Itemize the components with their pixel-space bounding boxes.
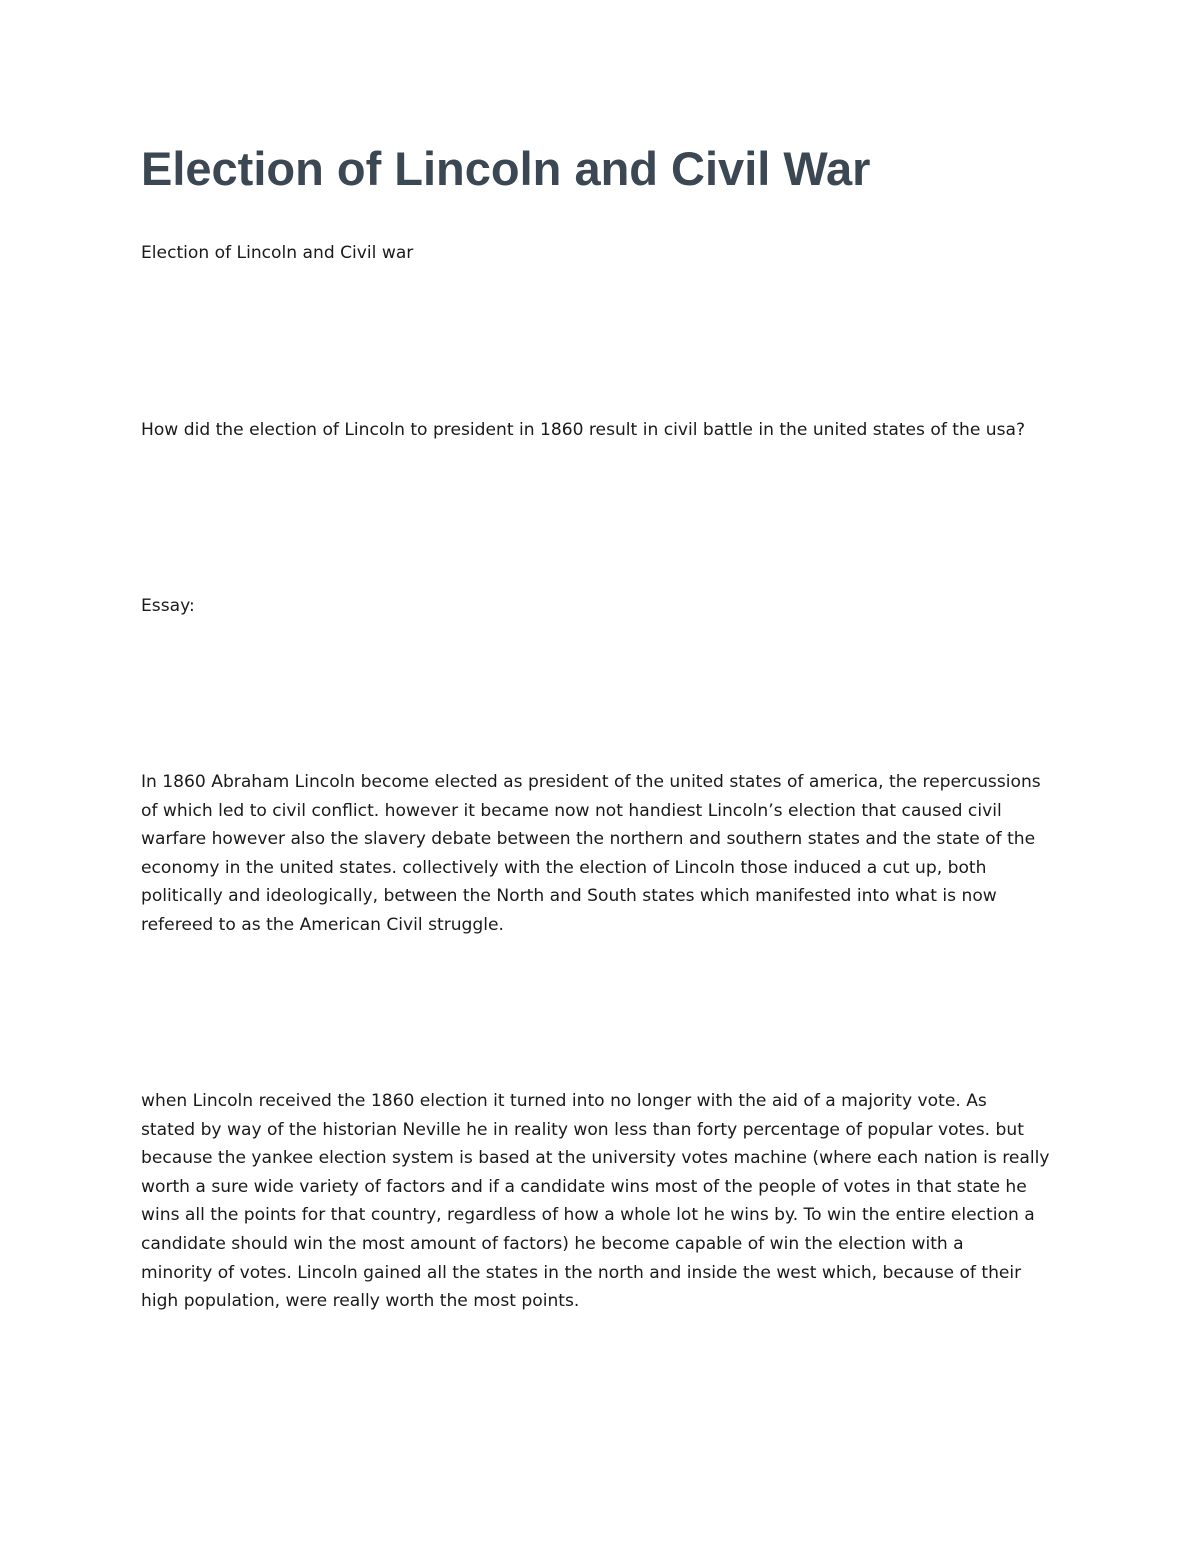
paragraph-line: high population, were really worth the most points.: [141, 1291, 580, 1312]
paragraph-line: economy in the united states. collectively with the election of Lincoln those induced a cut up, both: [141, 857, 987, 878]
paragraph-line: refereed to as the American Civil struggle.: [141, 914, 504, 935]
paragraph-line: when Lincoln received the 1860 election it turned into no longer with the aid of a majority vote. As: [141, 1091, 987, 1111]
document-subtitle: Election of Lincoln and Civil war: [141, 243, 414, 263]
paragraph-line: stated by way of the historian Neville he in reality won less than forty percentage of popular votes. but: [141, 1119, 1024, 1140]
paragraph-line: of which led to civil conflict. however it became now not handiest Lincoln’s election that caused civil: [141, 800, 1002, 821]
paragraph-line: politically and ideologically, between the North and South states which manifested into what is now: [141, 886, 997, 907]
paragraph-line: because the yankee election system is based at the university votes machine (where each nation is really: [141, 1148, 1050, 1169]
essay-label: Essay:: [141, 596, 195, 616]
essay-paragraph-1: [141, 768, 1061, 940]
essay-question: How did the election of Lincoln to president in 1860 result in civil battle in the united states of the usa?: [141, 420, 1026, 440]
paragraph-line: worth a sure wide variety of factors and if a candidate wins most of the people of votes in that state he: [141, 1176, 1027, 1197]
essay-paragraph-2: [141, 1087, 1061, 1316]
document-title: Election of Lincoln and Civil War: [141, 142, 871, 195]
paragraph-line: In 1860 Abraham Lincoln become elected as president of the united states of america, the repercussions: [141, 772, 1041, 792]
paragraph-line: minority of votes. Lincoln gained all the states in the north and inside the west which, because of their: [141, 1262, 1022, 1283]
paragraph-line: warfare however also the slavery debate between the northern and southern states and the state of the: [141, 829, 1036, 850]
paragraph-line: candidate should win the most amount of factors) he become capable of win the election with a: [141, 1233, 964, 1254]
paragraph-line: wins all the points for that country, regardless of how a whole lot he wins by. To win the entire election a: [141, 1205, 1035, 1226]
